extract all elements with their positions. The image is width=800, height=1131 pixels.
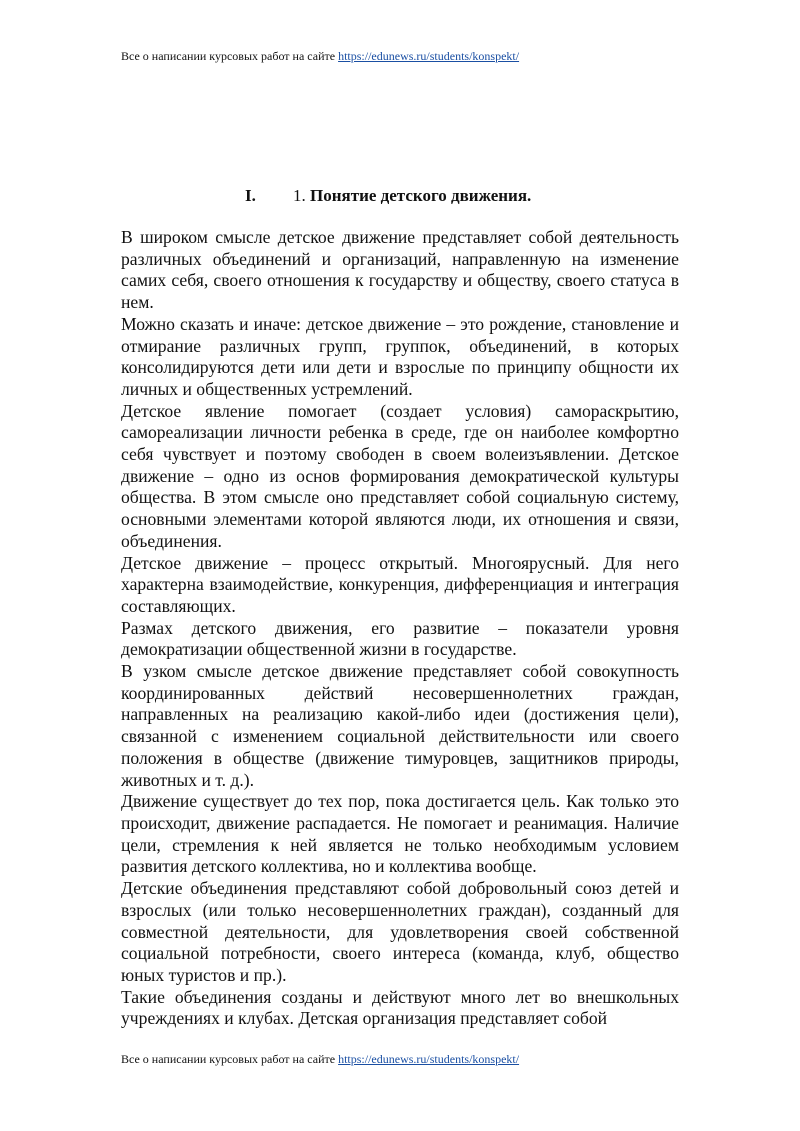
paragraph: Такие объединения созданы и действуют много лет во внешкольных учреждениях и клубах. Детская организация представляет собой [121,986,679,1029]
paragraph: Можно сказать и иначе: детское движение – это рождение, становление и отмирание различных групп, группок, объединений, в которых консолидируются дети или дети и взрослые по принципу общности их личных и общественных устремлений. [121,313,679,399]
header-link[interactable]: https://edunews.ru/students/konspekt/ [338,49,520,63]
section-number: 1. [293,186,310,205]
paragraph: В широком смысле детское движение представляет собой деятельность различных объединений и организаций, направленную на изменение самих себя, своего отношения к государству и обществу, своего статуса в нем. [121,227,679,313]
paragraph: Размах детского движения, его развитие – показатели уровня демократизации общественной жизни в государстве. [121,617,679,660]
footer-text: Все о написании курсовых работ на сайте [121,1052,339,1066]
paragraph: Детские объединения представляют собой добровольный союз детей и взрослых (или только несовершеннолетних граждан), созданный для совместной деятельности, для удовлетворения своей собственной социальной потребности, своего интереса (команда, клуб, общество юных туристов и пр.). [121,878,679,985]
paragraph: В узком смысле детское движение представляет собой совокупность координированных действий несовершеннолетних граждан, направленных на реализацию какой-либо идеи (достижения цели), связанной с изменением социальной действительности или своего положения в обществе (движение тимуровцев, защитников природы, животных и т. д.). [121,661,679,790]
paragraph: Детское движение – процесс открытый. Многоярусный. Для него характерна взаимодействие, конкуренция, дифференциация и интеграция составляющих. [121,552,679,616]
paragraph: Движение существует до тех пор, пока достигается цель. Как только это происходит, движение распадается. Не помогает и реанимация. Наличие цели, стремления к ней является не только необходимым условием развития детского коллектива, но и коллектива вообще. [121,791,679,877]
section-title: Понятие детского движения. [310,186,532,205]
running-header [121,49,519,63]
running-footer [121,1052,519,1066]
footer-link[interactable]: https://edunews.ru/students/konspekt/ [338,1052,520,1066]
section-title-wrap [293,185,531,207]
body-text [121,227,679,1030]
paragraph: Детское явление помогает (создает условия) самораскрытию, самореализации личности ребенка в среде, где он наиболее комфортно себя чувствует и поэтому свободен в своем волеизъявлении. Детское движение – одно из основ формирования демократической культуры общества. В этом смысле оно представляет собой социальную систему, основными элементами которой являются люди, их отношения и связи, объединения. [121,400,679,551]
header-text: Все о написании курсовых работ на сайте [121,49,339,63]
section-roman-numeral: I. [245,186,256,205]
